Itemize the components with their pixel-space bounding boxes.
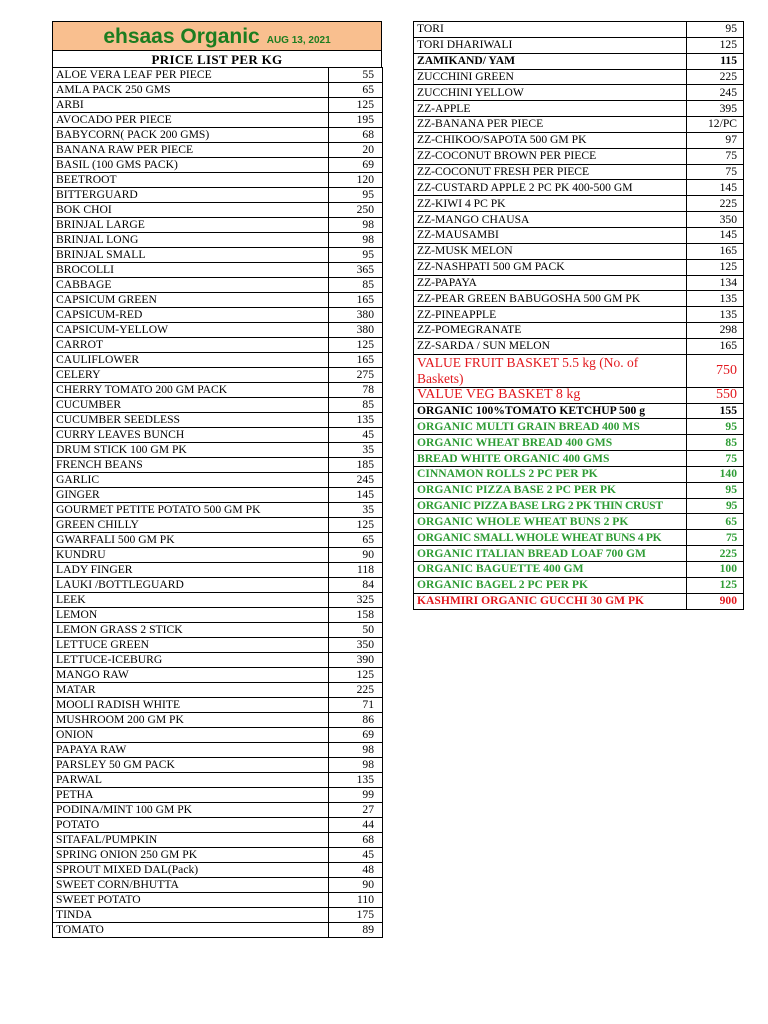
item-price: 98 [329,758,383,773]
price-row [53,398,383,413]
item-name: ORGANIC MULTI GRAIN BREAD 400 MS [414,419,687,435]
price-row [53,338,383,353]
item-price: 145 [687,227,744,243]
price-row [414,419,744,435]
item-price: 245 [329,473,383,488]
item-price: 165 [329,353,383,368]
item-name: BREAD WHITE ORGANIC 400 GMS [414,451,687,467]
price-row [414,275,744,291]
price-row [53,518,383,533]
price-row [414,482,744,498]
item-price: 125 [329,668,383,683]
item-name: TORI [414,22,687,38]
price-row [53,533,383,548]
item-name: ORGANIC BAGUETTE 400 GM [414,562,687,578]
item-price: 69 [329,728,383,743]
item-name: MOOLI RADISH WHITE [53,698,329,713]
right-price-table [413,21,744,610]
item-name: LEEK [53,593,329,608]
price-row [53,383,383,398]
item-price: 35 [329,503,383,518]
price-row [414,291,744,307]
item-name: LETTUCE GREEN [53,638,329,653]
item-name: ARBI [53,98,329,113]
price-row [414,85,744,101]
price-row [414,577,744,593]
price-row [414,403,744,419]
price-row [414,323,744,339]
price-row [414,451,744,467]
item-price: 185 [329,458,383,473]
item-price: 65 [329,83,383,98]
item-price: 325 [329,593,383,608]
price-row [53,818,383,833]
item-name: ZZ-CHIKOO/SAPOTA 500 GM PK [414,132,687,148]
item-name: ORGANIC WHEAT BREAD 400 GMS [414,435,687,451]
price-list-header [52,21,382,68]
price-row [53,158,383,173]
item-price: 125 [687,577,744,593]
item-price: 120 [329,173,383,188]
item-price: 900 [687,593,744,609]
item-price: 85 [329,278,383,293]
price-row [53,143,383,158]
item-price: 165 [329,293,383,308]
item-price: 140 [687,466,744,482]
item-name: ZZ-PAPAYA [414,275,687,291]
price-row [414,259,744,275]
item-price: 135 [687,291,744,307]
item-name: GREEN CHILLY [53,518,329,533]
item-price: 135 [329,413,383,428]
price-row [53,788,383,803]
price-row [53,548,383,563]
price-row [414,593,744,609]
item-name: CELERY [53,368,329,383]
item-price: 135 [687,307,744,323]
item-price: 55 [329,68,383,83]
price-row [53,743,383,758]
item-price: 395 [687,101,744,117]
price-row [414,69,744,85]
item-price: 90 [329,548,383,563]
item-name: GINGER [53,488,329,503]
item-name: ZZ-COCONUT BROWN PER PIECE [414,148,687,164]
price-row [414,307,744,323]
price-row [53,323,383,338]
item-name: ZAMIKAND/ YAM [414,53,687,69]
item-name: SWEET CORN/BHUTTA [53,878,329,893]
price-row [53,98,383,113]
price-row [53,578,383,593]
price-row [414,196,744,212]
item-name: TINDA [53,908,329,923]
item-price: 65 [687,514,744,530]
item-name: ZUCCHINI YELLOW [414,85,687,101]
price-row [414,546,744,562]
item-name: CURRY LEAVES BUNCH [53,428,329,443]
item-price: 20 [329,143,383,158]
price-row [414,387,744,403]
price-row [414,514,744,530]
item-name: BRINJAL LARGE [53,218,329,233]
item-name: PETHA [53,788,329,803]
item-price: 145 [329,488,383,503]
item-price: 75 [687,164,744,180]
item-price: 98 [329,233,383,248]
price-row [53,668,383,683]
item-name: ONION [53,728,329,743]
price-row [414,227,744,243]
price-row [53,503,383,518]
price-row [53,173,383,188]
item-price: 118 [329,563,383,578]
price-row [414,338,744,354]
item-name: BRINJAL LONG [53,233,329,248]
price-row [53,293,383,308]
brand-name: ehsaas Organic [103,25,260,48]
item-name: ZZ-BANANA PER PIECE [414,117,687,133]
item-price: 95 [687,482,744,498]
item-price: 85 [329,398,383,413]
price-row [53,608,383,623]
item-price: 135 [329,773,383,788]
item-name: AVOCADO PER PIECE [53,113,329,128]
price-row [53,368,383,383]
price-row [53,848,383,863]
item-name: CINNAMON ROLLS 2 PC PER PK [414,466,687,482]
item-price: 85 [687,435,744,451]
price-row [414,22,744,38]
item-price: 350 [329,638,383,653]
item-name: ORGANIC 100%TOMATO KETCHUP 500 g [414,403,687,419]
item-price: 225 [687,546,744,562]
left-price-table [52,67,383,938]
item-name: CHERRY TOMATO 200 GM PACK [53,383,329,398]
price-row [53,803,383,818]
item-price: 78 [329,383,383,398]
item-name: SWEET POTATO [53,893,329,908]
price-row [414,498,744,514]
item-name: BEETROOT [53,173,329,188]
item-name: MANGO RAW [53,668,329,683]
price-row [414,117,744,133]
price-row [53,593,383,608]
item-name: PARWAL [53,773,329,788]
item-name: ORGANIC PIZZA BASE LRG 2 PK THIN CRUST [414,498,687,514]
item-name: ZZ-MUSK MELON [414,243,687,259]
price-row [414,354,744,387]
item-name: CUCUMBER [53,398,329,413]
price-row [53,263,383,278]
item-name: ZZ-POMEGRANATE [414,323,687,339]
item-price: 44 [329,818,383,833]
item-price: 95 [687,22,744,38]
item-name: PAPAYA RAW [53,743,329,758]
item-name: GWARFALI 500 GM PK [53,533,329,548]
item-price: 45 [329,428,383,443]
price-row [53,863,383,878]
item-price: 75 [687,148,744,164]
item-name: SPRING ONION 250 GM PK [53,848,329,863]
item-price: 275 [329,368,383,383]
price-row [53,308,383,323]
item-price: 95 [329,248,383,263]
item-name: LEMON GRASS 2 STICK [53,623,329,638]
item-name: ZZ-MANGO CHAUSA [414,212,687,228]
item-price: 27 [329,803,383,818]
item-price: 125 [329,98,383,113]
item-price: 365 [329,263,383,278]
item-price: 550 [687,387,744,403]
item-price: 97 [687,132,744,148]
item-price: 115 [687,53,744,69]
item-price: 134 [687,275,744,291]
price-row [53,218,383,233]
price-row [53,68,383,83]
item-name: SITAFAL/PUMPKIN [53,833,329,848]
item-price: 50 [329,623,383,638]
item-name: BRINJAL SMALL [53,248,329,263]
item-name: CARROT [53,338,329,353]
item-price: 68 [329,833,383,848]
item-price: 100 [687,562,744,578]
item-price: 380 [329,308,383,323]
item-price: 99 [329,788,383,803]
item-price: 125 [687,37,744,53]
price-row [414,530,744,546]
price-row [53,683,383,698]
price-row [53,248,383,263]
item-name: ZZ-SARDA / SUN MELON [414,338,687,354]
price-row [414,53,744,69]
item-price: 86 [329,713,383,728]
item-name: ZUCCHINI GREEN [414,69,687,85]
item-price: 125 [329,518,383,533]
item-price: 69 [329,158,383,173]
item-name: VALUE VEG BASKET 8 kg [414,387,687,403]
item-name: ORGANIC PIZZA BASE 2 PC PER PK [414,482,687,498]
item-price: 380 [329,323,383,338]
item-name: ZZ-KIWI 4 PC PK [414,196,687,212]
item-name: FRENCH BEANS [53,458,329,473]
item-price: 145 [687,180,744,196]
item-name: ZZ-NASHPATI 500 GM PACK [414,259,687,275]
price-row [53,353,383,368]
item-price: 98 [329,218,383,233]
price-row [53,698,383,713]
price-row [53,488,383,503]
item-price: 390 [329,653,383,668]
item-name: ORGANIC WHOLE WHEAT BUNS 2 PK [414,514,687,530]
price-row [53,203,383,218]
item-name: GOURMET PETITE POTATO 500 GM PK [53,503,329,518]
price-row [53,758,383,773]
item-name: LAUKI /BOTTLEGUARD [53,578,329,593]
item-name: MATAR [53,683,329,698]
item-name: ZZ-PEAR GREEN BABUGOSHA 500 GM PK [414,291,687,307]
price-row [53,428,383,443]
item-name: ZZ-APPLE [414,101,687,117]
item-name: ORGANIC BAGEL 2 PC PER PK [414,577,687,593]
price-row [53,188,383,203]
price-row [53,653,383,668]
price-row [53,278,383,293]
item-name: BOK CHOI [53,203,329,218]
item-name: BASIL (100 GMS PACK) [53,158,329,173]
title-band [53,22,381,51]
item-price: 165 [687,243,744,259]
item-name: BANANA RAW PER PIECE [53,143,329,158]
item-name: BROCOLLI [53,263,329,278]
item-name: ALOE VERA LEAF PER PIECE [53,68,329,83]
item-name: LETTUCE-ICEBURG [53,653,329,668]
item-name: CABBAGE [53,278,329,293]
price-row [53,908,383,923]
price-row [414,148,744,164]
item-price: 245 [687,85,744,101]
item-name: ZZ-COCONUT FRESH PER PIECE [414,164,687,180]
price-row [414,243,744,259]
item-price: 195 [329,113,383,128]
price-row [53,413,383,428]
item-name: ZZ-CUSTARD APPLE 2 PC PK 400-500 GM [414,180,687,196]
price-row [414,435,744,451]
item-price: 225 [687,69,744,85]
item-name: VALUE FRUIT BASKET 5.5 kg (No. of Baskets) [414,354,687,387]
item-price: 95 [687,498,744,514]
price-row [414,101,744,117]
item-name: KUNDRU [53,548,329,563]
item-name: CUCUMBER SEEDLESS [53,413,329,428]
item-name: POTATO [53,818,329,833]
item-price: 90 [329,878,383,893]
price-row [53,833,383,848]
price-row [53,458,383,473]
price-row [414,164,744,180]
item-price: 48 [329,863,383,878]
item-price: 158 [329,608,383,623]
item-name: AMLA PACK 250 GMS [53,83,329,98]
item-price: 175 [329,908,383,923]
item-price: 225 [687,196,744,212]
price-list-subtitle: PRICE LIST PER KG [151,52,283,67]
price-row [53,638,383,653]
item-name: BABYCORN( PACK 200 GMS) [53,128,329,143]
item-name: TORI DHARIWALI [414,37,687,53]
price-row [53,878,383,893]
item-price: 89 [329,923,383,938]
price-row [53,893,383,908]
item-name: CAPSICUM-RED [53,308,329,323]
item-price: 125 [687,259,744,275]
item-name: ZZ-PINEAPPLE [414,307,687,323]
item-price: 12/PC [687,117,744,133]
item-name: KASHMIRI ORGANIC GUCCHI 30 GM PK [414,593,687,609]
item-price: 750 [687,354,744,387]
item-price: 250 [329,203,383,218]
price-row [414,466,744,482]
item-name: DRUM STICK 100 GM PK [53,443,329,458]
item-name: BITTERGUARD [53,188,329,203]
item-price: 165 [687,338,744,354]
item-price: 65 [329,533,383,548]
price-row [53,128,383,143]
item-name: MUSHROOM 200 GM PK [53,713,329,728]
item-price: 75 [687,530,744,546]
item-name: CAPSICUM-YELLOW [53,323,329,338]
price-row [414,562,744,578]
item-price: 225 [329,683,383,698]
item-name: LEMON [53,608,329,623]
price-row [414,132,744,148]
item-price: 98 [329,743,383,758]
list-date: AUG 13, 2021 [266,35,331,46]
item-price: 298 [687,323,744,339]
item-name: PARSLEY 50 GM PACK [53,758,329,773]
price-row [53,773,383,788]
item-price: 75 [687,451,744,467]
price-row [53,728,383,743]
price-row [53,473,383,488]
item-name: CAULIFLOWER [53,353,329,368]
item-price: 95 [687,419,744,435]
price-row [414,212,744,228]
item-price: 68 [329,128,383,143]
price-row [53,83,383,98]
item-price: 35 [329,443,383,458]
item-price: 71 [329,698,383,713]
item-price: 110 [329,893,383,908]
item-name: CAPSICUM GREEN [53,293,329,308]
price-row [414,37,744,53]
item-name: ORGANIC SMALL WHOLE WHEAT BUNS 4 PK [414,530,687,546]
item-name: ORGANIC ITALIAN BREAD LOAF 700 GM [414,546,687,562]
item-name: TOMATO [53,923,329,938]
item-price: 84 [329,578,383,593]
price-row [414,180,744,196]
item-price: 350 [687,212,744,228]
item-name: SPROUT MIXED DAL(Pack) [53,863,329,878]
price-row [53,623,383,638]
price-row [53,563,383,578]
price-row [53,113,383,128]
item-name: GARLIC [53,473,329,488]
item-price: 45 [329,848,383,863]
item-price: 125 [329,338,383,353]
price-row [53,443,383,458]
item-name: LADY FINGER [53,563,329,578]
price-row [53,713,383,728]
price-row [53,923,383,938]
item-name: PODINA/MINT 100 GM PK [53,803,329,818]
item-price: 95 [329,188,383,203]
item-name: ZZ-MAUSAMBI [414,227,687,243]
price-row [53,233,383,248]
item-price: 155 [687,403,744,419]
